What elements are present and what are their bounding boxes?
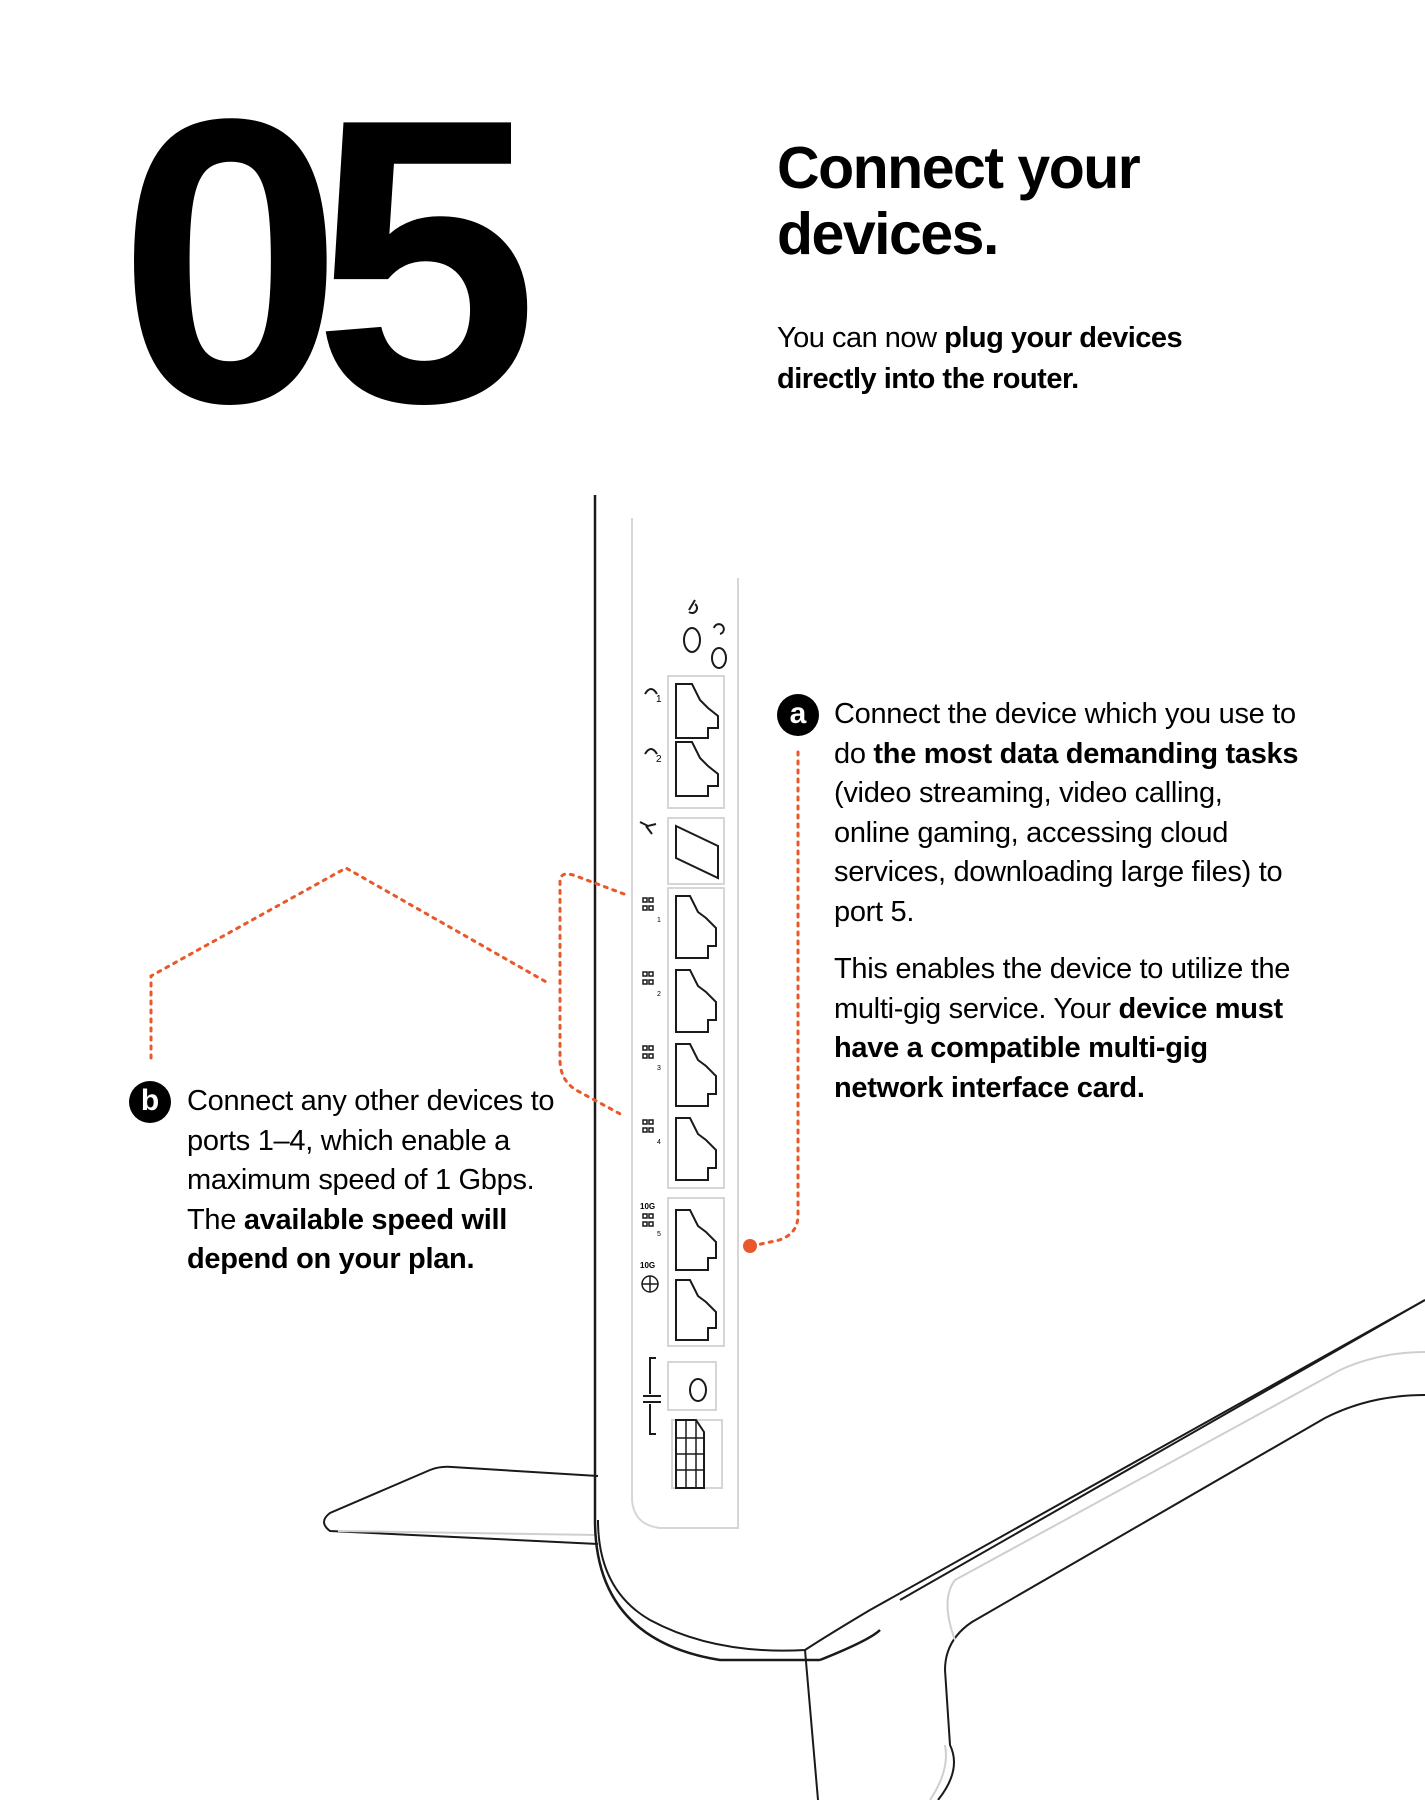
callout-a-dot	[743, 1239, 757, 1253]
callout-a-p2-plain: This enables the device to utilize the multi-gig service. Your	[834, 953, 1291, 1025]
lan-ports-1-4	[643, 888, 724, 1188]
lan-1-label: 1	[657, 917, 661, 924]
callout-b-plain: Connect any other devices to ports 1–4, which enable a maximum speed of 1 Gbps. The	[187, 1085, 555, 1236]
callout-a-text	[834, 695, 1304, 1108]
callout-a-badge: a	[777, 694, 819, 736]
phone-2-label: 2	[656, 754, 662, 765]
intro-plain: You can now	[777, 322, 945, 354]
lan-5-speed-label: 10G	[640, 1202, 656, 1211]
callout-a-p1-bold: the most data demanding tasks	[873, 737, 1299, 770]
step-number: 05	[118, 34, 509, 487]
usb-port	[640, 818, 724, 884]
router-stand-faint	[338, 1352, 1425, 1800]
callout-b-text	[187, 1082, 577, 1280]
callout-b-paragraph	[187, 1082, 577, 1280]
page-title: Connect your devices.	[777, 135, 1140, 267]
callout-a-p1-plain-1: Connect the device which you use to do	[834, 698, 1296, 770]
callout-a-paragraph-1	[834, 695, 1304, 932]
lan-5-label: 5	[657, 1231, 661, 1238]
power-section	[643, 1358, 722, 1488]
phone-1-label: 1	[656, 694, 662, 705]
callout-a-p2-bold: device must have a compatible multi-gig network interface card.	[834, 992, 1283, 1104]
lan-4-label: 4	[657, 1139, 661, 1146]
port-panel	[632, 518, 738, 1528]
callout-b-leader	[151, 868, 624, 1116]
callout-a-p1-plain-2: (video streaming, video calling, online gaming, accessing cloud services, downloading large files) to port 5.	[834, 777, 1283, 928]
lan-3-label: 3	[657, 1065, 661, 1072]
intro-bold: plug your devices directly into the router.	[777, 322, 1183, 395]
router-stand	[324, 1300, 1425, 1800]
callout-a-paragraph-2	[834, 950, 1304, 1108]
callout-b-badge: b	[129, 1081, 171, 1123]
callout-a-leader	[752, 752, 798, 1246]
reset-wps-buttons	[684, 600, 726, 668]
multigig-ports	[642, 1198, 724, 1346]
callout-b-bold: available speed will depend on your plan.	[187, 1203, 508, 1275]
lan-2-label: 2	[657, 991, 661, 998]
wan-speed-label: 10G	[640, 1261, 656, 1270]
